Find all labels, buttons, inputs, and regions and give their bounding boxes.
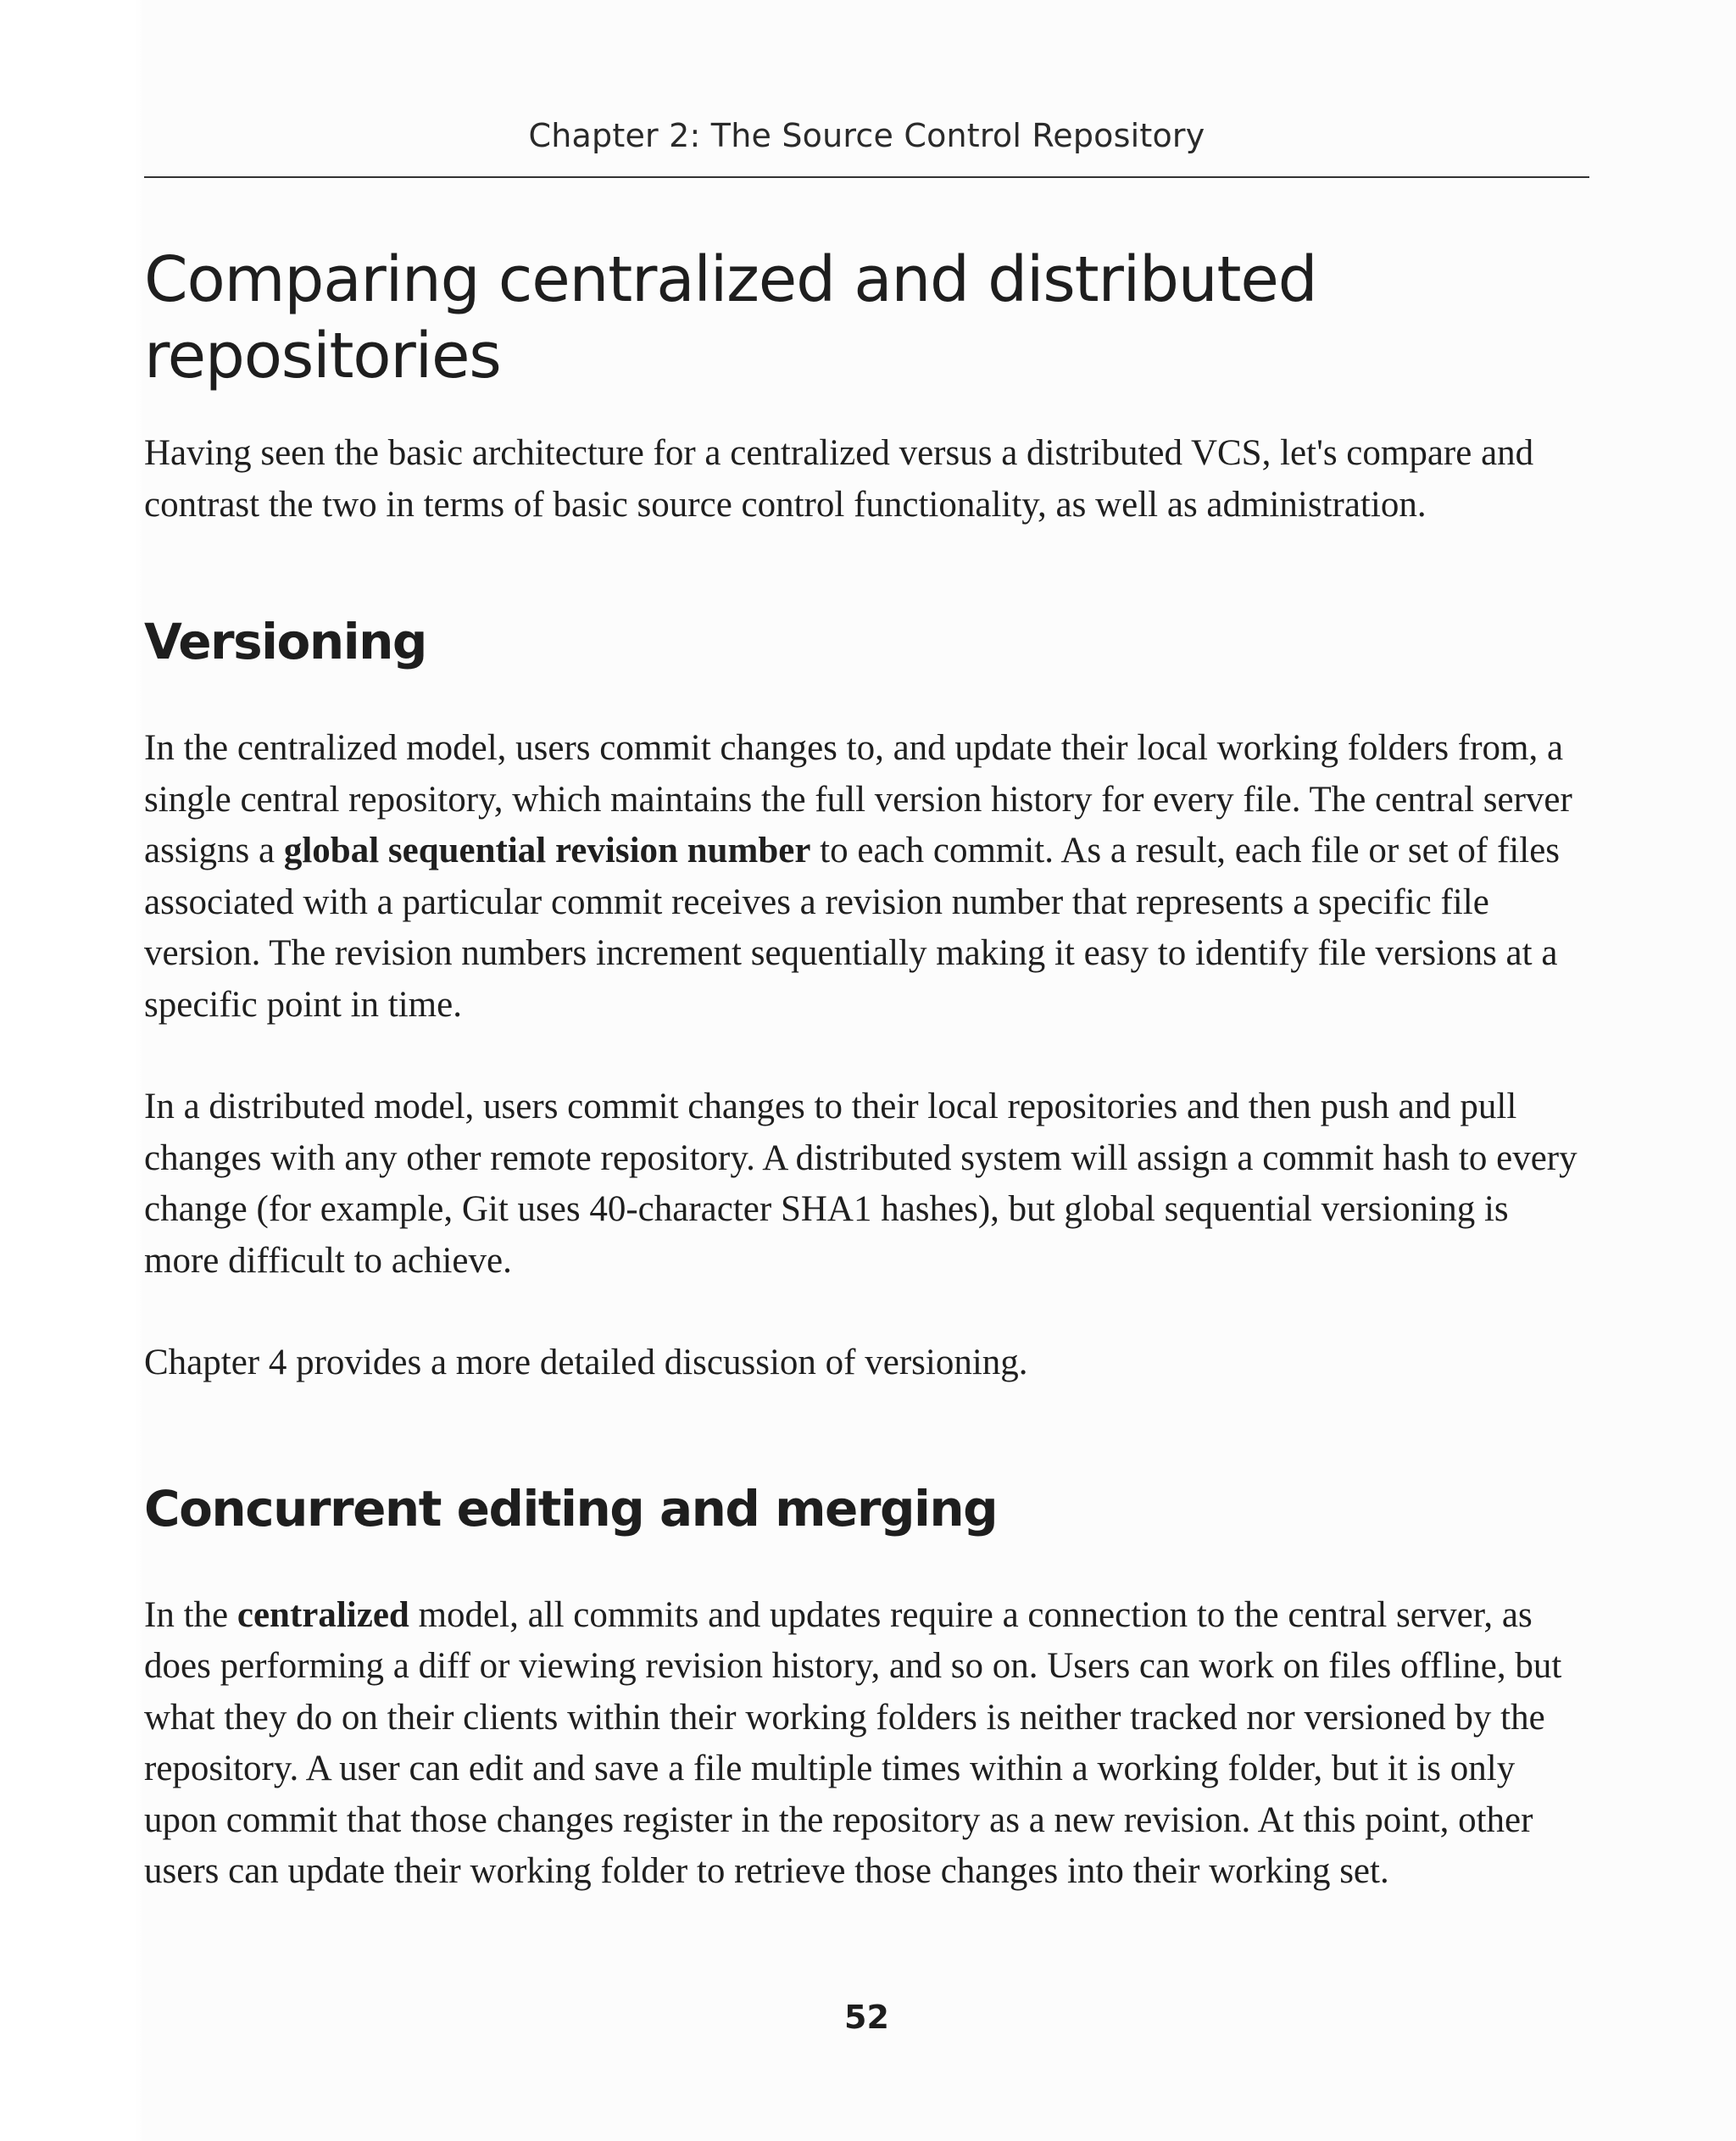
concurrent-text-end: model, all commits and updates require a connection to the central server, as does performing a diff or viewing revision history, and so on. Users can work on files offline, but what they do on their clients within their working folders is neither tracked nor versioned by the repository. A user can edit and save a file multiple times within a working folder, but it is only upon commit that those changes register in the repository as a new revision. At this point, other users can update their working folder to retrieve those changes into their working set.	[144, 1594, 1562, 1891]
running-header: Chapter 2: The Source Control Repository	[528, 117, 1205, 154]
distributed-versioning-paragraph: In a distributed model, users commit changes to their local repositories and then push and pull changes with any other remote repository. A distributed system will assign a commit hash to every change (for example, Git uses 40-character SHA1 hashes), but global sequential versioning is more difficult to achieve.	[144, 1087, 1577, 1281]
versioning-heading: Versioning	[144, 613, 426, 670]
section-title: Comparing centralized and distributed repositories	[144, 243, 1317, 392]
chapter-reference-paragraph: Chapter 4 provides a more detailed discussion of versioning.	[144, 1343, 1028, 1382]
concurrent-text-start: In the	[144, 1594, 237, 1635]
centralized-versioning-paragraph	[144, 723, 1589, 1031]
centralized-text-start: In the centralized model, users commit changes to, and update their local working folders from, a single central repository, which maintains the full version history for every file. The central server assigns a	[144, 728, 1572, 870]
page-content	[144, 242, 1589, 1898]
page-number: 52	[844, 1999, 889, 2036]
concurrent-editing-heading: Concurrent editing and merging	[144, 1479, 998, 1538]
intro-paragraph: Having seen the basic architecture for a centralized versus a distributed VCS, let's compare and contrast the two in terms of basic source control functionality, as well as administration.	[144, 433, 1534, 525]
revision-number-term: global sequential revision number	[283, 831, 811, 870]
concurrent-editing-paragraph	[144, 1590, 1589, 1898]
centralized-term: centralized	[236, 1594, 409, 1635]
header-rule	[144, 176, 1589, 178]
centralized-text-end: to each commit. As a result, each file or set of files associated with a particular commit receives a revision number that represents a specific file version. The revision numbers increment sequentially making it easy to identify file versions at a specific point in time.	[144, 831, 1561, 1025]
